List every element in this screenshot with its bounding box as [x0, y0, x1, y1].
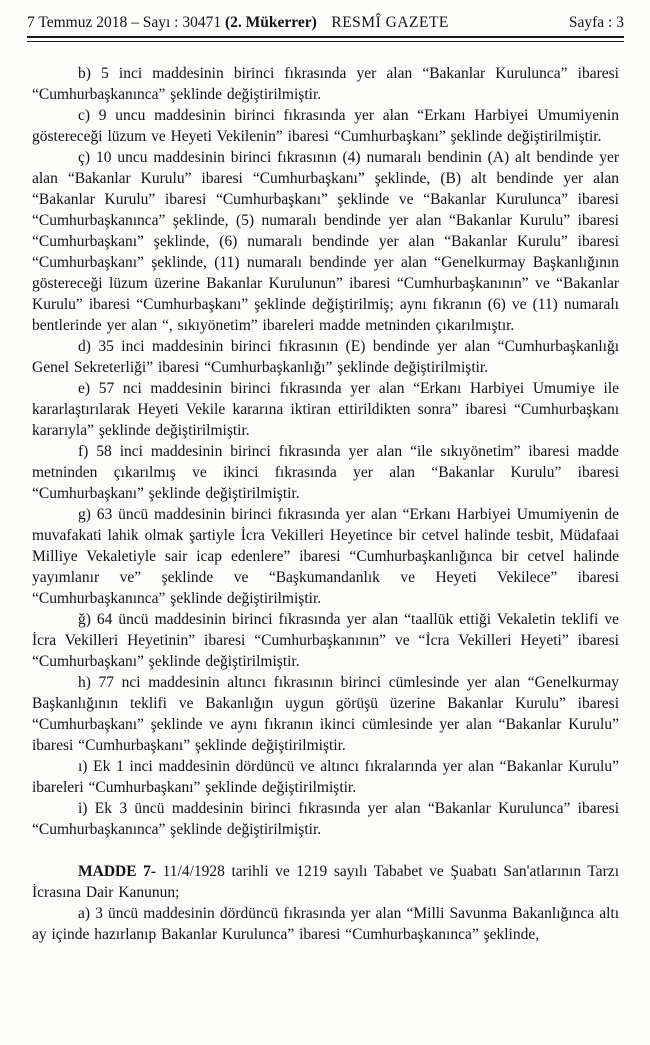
madde7-text: 11/4/1928 tarihli ve 1219 sayılı Tababet ve Şuabatı San'atlarının Tarzı İcrasına Dair Kanunun;	[32, 863, 619, 901]
paragraph-h: h) 77 nci maddesinin altıncı fıkrasının birinci cümlesinde yer alan “Genelkurmay Başkanlığının teklifi ve Bakanlığın uygun görüşü üzerine Bakanlar Kurulu” ibaresi “Cumhurbaşkanı” şeklinde ve aynı fıkranın ikinci cümlesinde yer alan “Bakanlar Kurulu” ibaresi “Cumhurbaşkanı” şeklinde değiştirilmiştir.	[32, 674, 619, 754]
page-header	[27, 14, 624, 32]
paragraph-madde7-a: a) 3 üncü maddesinin dördüncü fıkrasında yer alan “Milli Savunma Bakanlığınca altı ay içinde hazırlanıp Bakanlar Kurulunca” ibaresi “Cumhurbaşkanınca” şeklinde,	[32, 905, 619, 943]
madde7-label: MADDE 7-	[78, 863, 157, 880]
mukerrer-label: (2. Mükerrer)	[224, 14, 317, 31]
header-date-issue	[27, 14, 331, 32]
page-number-label: Sayfa : 3	[568, 14, 624, 31]
header-divider-rule	[27, 36, 624, 42]
paragraph-f: f) 58 inci maddesinin birinci fıkrasında yer alan “ile sıkıyönetim” ibaresi madde metninden çıkarılmış ve ikinci fıkrasında yer alan “Bakanlar Kurulu” ibaresi “Cumhurbaşkanı” şeklinde değiştirilmiştir.	[32, 443, 619, 502]
paragraph-cc: ç) 10 uncu maddesinin birinci fıkrasının (4) numaralı bendinin (A) alt bendinde yer alan “Bakanlar Kurulu” ibaresi “Cumhurbaşkanı” şeklinde, (B) alt bendinde yer alan “Bakanlar Kurulu” ibaresi “Cumhurbaşkanı” şeklinde ve “Bakanlar Kurulunca” ibaresi “Cumhurbaşkanınca” şeklinde, (5) numaralı bendinde yer alan “Bakanlar Kurulu” ibaresi “Cumhurbaşkanı” şeklinde, (6) numaralı bendinde yer alan “Bakanlar Kurulu” ibaresi “Cumhurbaşkanı” şeklinde, (11) numaralı bendinde yer alan “Genelkurmay Başkanlığının göstereceği lüzum üzerine Bakanlar Kurulunun” ibaresi “Cumhurbaşkanının” ve “Bakanlar Kurulu” ibaresi “Cumhurbaşkanı” şeklinde değiştirilmiş; aynı fıkranın (6) ve (11) numaralı bentlerinde yer alan “, sıkıyönetim” ibareleri madde metninden çıkarılmıştır.	[32, 149, 619, 334]
paragraph-b: b) 5 inci maddesinin birinci fıkrasında yer alan “Bakanlar Kurulunca” ibaresi “Cumhurbaşkanınca” şeklinde değiştirilmiştir.	[32, 65, 619, 103]
paragraph-c: c) 9 uncu maddesinin birinci fıkrasında yer alan “Erkanı Harbiyei Umumiyenin göstereceği lüzum ve Heyeti Vekilenin” ibaresi “Cumhurbaşkanı” şeklinde değiştirilmiştir.	[32, 107, 619, 145]
document-body	[32, 63, 619, 945]
paragraph-i: i) Ek 3 üncü maddesinin birinci fıkrasında yer alan “Bakanlar Kurulunca” ibaresi “Cumhurbaşkanınca” şeklinde değiştirilmiştir.	[32, 800, 619, 838]
date-issue-text: 7 Temmuz 2018 – Sayı : 30471	[27, 14, 225, 31]
paragraph-madde7	[32, 861, 619, 903]
paragraph-ii: ı) Ek 1 inci maddesinin dördüncü ve altıncı fıkralarında yer alan “Bakanlar Kurulu” ibareleri “Cumhurbaşkanı” şeklinde değiştirilmiştir.	[32, 758, 619, 796]
paragraph-d: d) 35 inci maddesinin birinci fıkrasının (E) bendinde yer alan “Cumhurbaşkanlığı Genel Sekreterliği” ibaresi “Cumhurbaşkanlığı” şeklinde değiştirilmiştir.	[32, 338, 619, 376]
paragraph-e: e) 57 nci maddesinin birinci fıkrasında yer alan “Erkanı Harbiyei Umumiye ile kararlaştırılarak Heyeti Vekile kararına iktiran ettirildikten sonra” ibaresi “Cumhurbaşkanı kararıyla” şeklinde değiştirilmiştir.	[32, 380, 619, 439]
paragraph-gg: ğ) 64 üncü maddesinin birinci fıkrasında yer alan “taallük ettiği Vekaletin teklifi ve İcra Vekilleri Heyetinin” ibaresi “Cumhurbaşkanının” ve “İcra Vekilleri Heyeti” ibaresi “Cumhurbaşkanı” şeklinde değiştirilmiştir.	[32, 611, 619, 670]
paragraph-g: g) 63 üncü maddesinin birinci fıkrasında yer alan “Erkanı Harbiyei Umumiyenin de muvafakati lahik olmak şartiyle İcra Vekilleri Heyetince bir cetvel halinde tesbit, Müdafaai Milliye Vekaletiyle sair icap edenlere” ibaresi “Cumhurbaşkanlığınca bir cetvel halinde yayımlanır ve” şeklinde ve “Başkumandanlık ve Heyeti Vekilece” ibaresi “Cumhurbaşkanınca” şeklinde değiştirilmiştir.	[32, 506, 619, 607]
gazette-title: RESMÎ GAZETE	[331, 14, 449, 31]
